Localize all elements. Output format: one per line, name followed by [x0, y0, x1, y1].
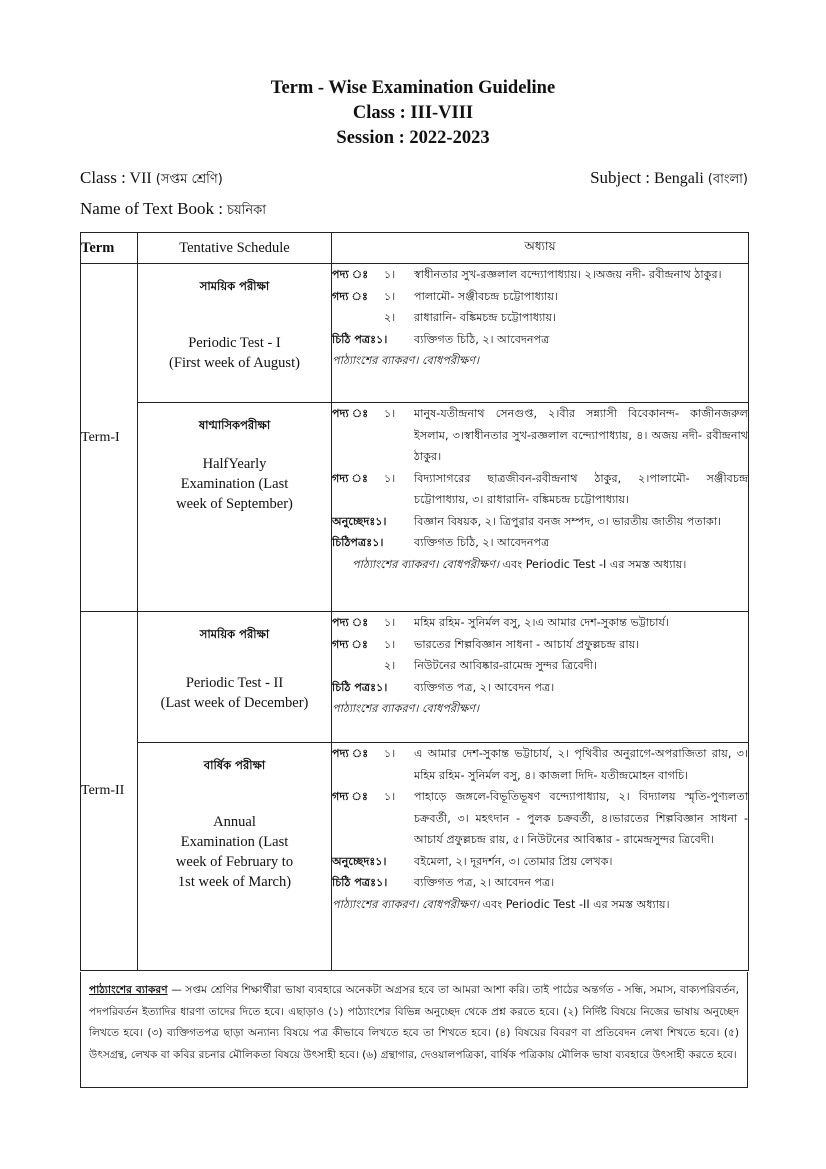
list-item: ২। নিউটনের আবিষ্কার-রামেন্দ্র সুন্দর ত্রিবেদী। [384, 659, 597, 672]
list-item: গদ্য ঃ ১। পাহাড়ে জঙ্গলে-বিভূতিভূষণ বন্দ্যোপাধ্যায়, ২। বিদ্যালয় স্মৃতি-পুণ্যলতা চক্রবর্তী, ৩। মহৎদান - পুলক চক্রবর্তী, ৪।ভারতের শিল্পবিজ্ঞান সাধনা - আচার্য প্রফুল্লচন্দ্র রায়, ৫। নিউটনের আবিষ্কার - রামেন্দ্রসুন্দর ত্রিবেদী। [332, 790, 748, 846]
grammar-line: পাঠ্যাংশের ব্যাকরণ। বোধপরীক্ষণ। এবং Periodic Test -I এর সমস্ত অধ্যায়। [352, 557, 687, 571]
chapter-cell [332, 264, 749, 403]
chapter-cell [332, 403, 749, 612]
chapter-cell [332, 612, 749, 743]
list-item: পদ্য ঃ ১। মানুষ-যতীন্দ্রনাথ সেনগুপ্ত, ২।বীর সন্ন্যাসী বিবেকানন্দ- কাজীনজরুল ইসলাম, ৩।স্বাধীনতার সুখ-রজ্ঞলাল বন্দ্যোপাধ্যায়, ৪। অজয় নদী- রবীন্দ্রনাথ ঠাকুর। [332, 407, 748, 463]
table-row [81, 403, 749, 612]
list-item: গদ্য ঃ ১। বিদ্যাসাগরের ছাত্রজীবন-রবীন্দ্রনাথ ঠাকুর, ২।পালামৌ- সঞ্জীবচন্দ্র চট্টোপাধ্যায়, ৩। রাধারানি- বঙ্কিমচন্দ্র চট্টোপাধ্যায়। [332, 471, 748, 506]
table-row [81, 743, 749, 971]
grammar-line: পাঠ্যাংশের ব্যাকরণ। বোধপরীক্ষণ। এবং Periodic Test -II এর সমস্ত অধ্যায়। [332, 897, 670, 911]
grammar-line: পাঠ্যাংশের ব্যাকরণ। বোধপরীক্ষণ। [332, 702, 480, 715]
subject-info: Subject : Bengali (বাংলা) [590, 168, 748, 187]
schedule-cell: বার্ষিক পরীক্ষা Annual Examination (Last week of February to 1st week of March) [138, 743, 332, 971]
heading-title: Term - Wise Examination Guideline [270, 78, 556, 98]
header-term: Term [81, 233, 138, 264]
document-heading [0, 76, 826, 151]
list-item: চিঠি পত্রঃ ১। ব্যক্তিগত পত্র, ২। আবেদন পত্র। [332, 876, 555, 889]
list-item: গদ্য ঃ ১। পালামৌ- সঞ্জীবচন্দ্র চট্টোপাধ্যায়। [332, 289, 558, 303]
table-row [81, 612, 749, 743]
header-schedule: Tentative Schedule [138, 233, 332, 264]
class-info: Class : VII (সপ্তম শ্রেণি) [80, 168, 223, 187]
table-header-row [81, 233, 749, 264]
schedule-cell: ষাণ্মাসিকপরীক্ষা HalfYearly Examination (Last week of September) [138, 403, 332, 612]
term-cell: Term-II [81, 612, 138, 971]
schedule-cell: সাময়িক পরীক্ষা Periodic Test - II (Last week of December) [138, 612, 332, 743]
grammar-line: পাঠ্যাংশের ব্যাকরণ। বোধপরীক্ষণ। [332, 354, 480, 367]
grammar-note [80, 972, 748, 1088]
heading-session: Session : 2022-2023 [336, 128, 490, 148]
schedule-cell: সাময়িক পরীক্ষা Periodic Test - I (First week of August) [138, 264, 332, 403]
header-chapter: অধ্যায় [332, 233, 749, 264]
note-text: — সপ্তম শ্রেণির শিক্ষার্থীরা ভাষা ব্যবহারে অনেকটা অগ্রসর হবে তা আমরা আশা করি। তাই পাঠের অন্তর্গত - সন্ধি, সমাস, বাক্যপরিবর্তন, পদপরিবর্তন ইত্যাদির ধারণা তাদের দিতে হবে। এছাড়াও (১) পাঠ্যাংশের বিভিন্ন অনুচ্ছেদ থেকে প্রশ্ন করতে হবে। (২) নির্দিষ্ট বিষয়ে নিজের ভাষায় অনুচ্ছেদ লিখতে হবে। (৩) ব্যক্তিগতপত্র ছাড়া অন্যান্য বিষয়ে পত্র কীভাবে লিখতে হবে তা শিখতে হবে। (৪) বিষয়ের বিবরণ বা প্রতিবেদন লেখা শিখতে হবে। (৫) উৎসগ্রন্থ, লেখক বা কবির রচনার মৌলিকতা বিষয়ে উৎসাহী হবে। (৬) গ্রন্থাগার, দেওয়ালপত্রিকা, বার্ষিক পত্রিকায় মৌলিক ভাষা ব্যবহারে উৎসাহী করতে হবে। [89, 984, 740, 1061]
term-cell: Term-I [81, 264, 138, 612]
list-item: পদ্য ঃ ১। স্বাধীনতার সুখ-রজ্ঞলাল বন্দ্যোপাধ্যায়। ২।অজয় নদী- রবীন্দ্রনাথ ঠাকুর। [332, 268, 722, 281]
chapter-cell [332, 743, 749, 971]
list-item: চিঠি পত্রঃ ১। ব্যক্তিগত পত্র, ২। আবেদন পত্র। [332, 680, 555, 694]
list-item: পদ্য ঃ ১। মহিম রহিম- সুনির্মল বসু, ২।এ আমার দেশ-সুকান্ত ভট্টাচার্য। [332, 616, 669, 629]
list-item: চিঠিপত্রঃ ১। ব্যক্তিগত চিঠি, ২। আবেদনপত্র [332, 536, 550, 549]
list-item: অনুচ্ছেদঃ ১। বিজ্ঞান বিষয়ক, ২। ত্রিপুরার বনজ সম্পদ, ৩। ভারতীয় জাতীয় পতাকা। [332, 514, 722, 528]
note-title: পাঠ্যাংশের ব্যাকরণ [89, 984, 168, 996]
list-item: চিঠি পত্রঃ ১। ব্যক্তিগত চিঠি, ২। আবেদনপত্র [332, 332, 550, 346]
list-item: ২। রাধারানি- বঙ্কিমচন্দ্র চট্টোপাধ্যায়। [384, 311, 557, 324]
list-item: পদ্য ঃ ১। এ আমার দেশ-সুকান্ত ভট্টাচার্য, ২। পৃথিবীর অনুরাগে-অপরাজিতা রায়, ৩। মহিম রহিম- সুনির্মল বসু, ৪। কাজলা দিদি- যতীন্দ্রমোহন বাগচি। [332, 747, 748, 782]
heading-class: Class : III-VIII [352, 103, 474, 123]
exam-schedule-table [80, 232, 749, 971]
table-row [81, 264, 749, 403]
textbook-info: Name of Text Book : চয়নিকা [80, 199, 267, 218]
list-item: গদ্য ঃ ১। ভারতের শিল্পবিজ্ঞান সাধনা - আচার্য প্রফুল্লচন্দ্র রায়। [332, 637, 640, 651]
list-item: অনুচ্ছেদঃ ১। বইমেলা, ২। দূরদর্শন, ৩। তোমার প্রিয় লেখক। [332, 854, 613, 868]
